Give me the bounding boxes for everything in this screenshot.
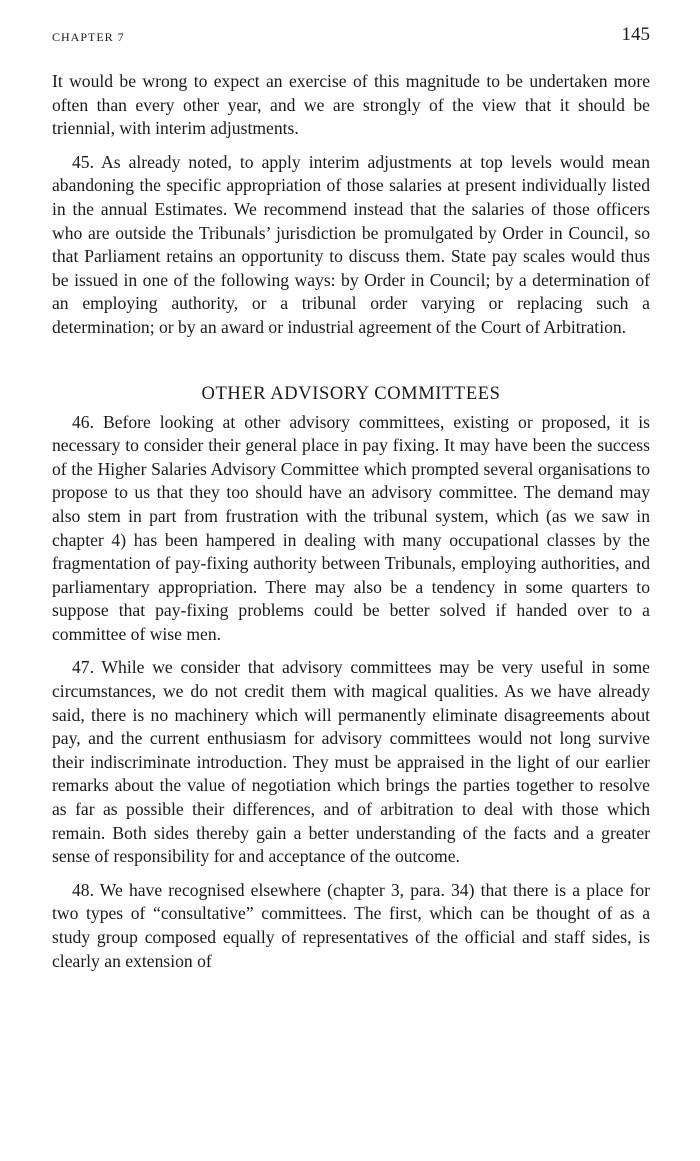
chapter-label: CHAPTER 7: [52, 30, 125, 44]
paragraph-48: 48. We have recognised elsewhere (chapter 3, para. 34) that there is a place for two types of “consultative” committees. The first, which can be thought of as a study group composed equally of representatives of the official and staff sides, is clearly an extension of: [52, 879, 650, 971]
paragraph-46: 46. Before looking at other advisory committees, existing or proposed, it is necessary to consider their general place in pay fixing. It may have been the success of the Higher Salaries Advisory Committee which prompted several organisations to propose to us that they too should have an advisory committee. The demand may also stem in part from frustration with the tribunal system, which (as we saw in chapter 4) has been hampered in dealing with many occupational classes by the fragmentation of pay-fixing authority between Tribunals, employing authorities, and parliamentary appropriation. There may also be a tendency in some quarters to suppose that pay-fixing problems could be better solved if handed over to a committee of wise men.: [52, 411, 650, 644]
running-head: [52, 0, 650, 60]
paragraph-intro: It would be wrong to expect an exercise of this magnitude to be undertaken more often than every other year, and we are strongly of the view that it should be triennial, with interim adjustments.: [52, 71, 650, 139]
section-heading: OTHER ADVISORY COMMITTEES: [201, 383, 501, 404]
document-page: [52, 0, 650, 973]
paragraph-47: 47. While we consider that advisory committees may be very useful in some circumstances, we do not credit them with magical qualities. As we have already said, there is no machinery which will permanently eliminate disagreements about pay, and the current enthusiasm for advisory committees would not long survive their indiscriminate introduction. They must be appraised in the light of our earlier remarks about the value of negotiation which brings the parties together to resolve as far as possible their differences, and of arbitration to deal with those which remain. Both sides thereby gain a better understanding of the facts and a greater sense of responsibility for and acceptance of the outcome.: [52, 657, 650, 867]
page-number: 145: [621, 24, 650, 45]
paragraph-45: 45. As already noted, to apply interim adjustments at top levels would mean abandoning the specific appropriation of those salaries at present individually listed in the annual Estimates. We recommend instead that the salaries of those officers who are outside the Tribunals’ jurisdiction be promulgated by Order in Council, so that Parliament retains an opportunity to discuss them. State pay scales would thus be issued in one of the following ways: by Order in Council; by a determination of an employing authority, or a tribunal order varying or replacing such a determination; or by an award or industrial agreement of the Court of Arbitration.: [52, 151, 650, 337]
